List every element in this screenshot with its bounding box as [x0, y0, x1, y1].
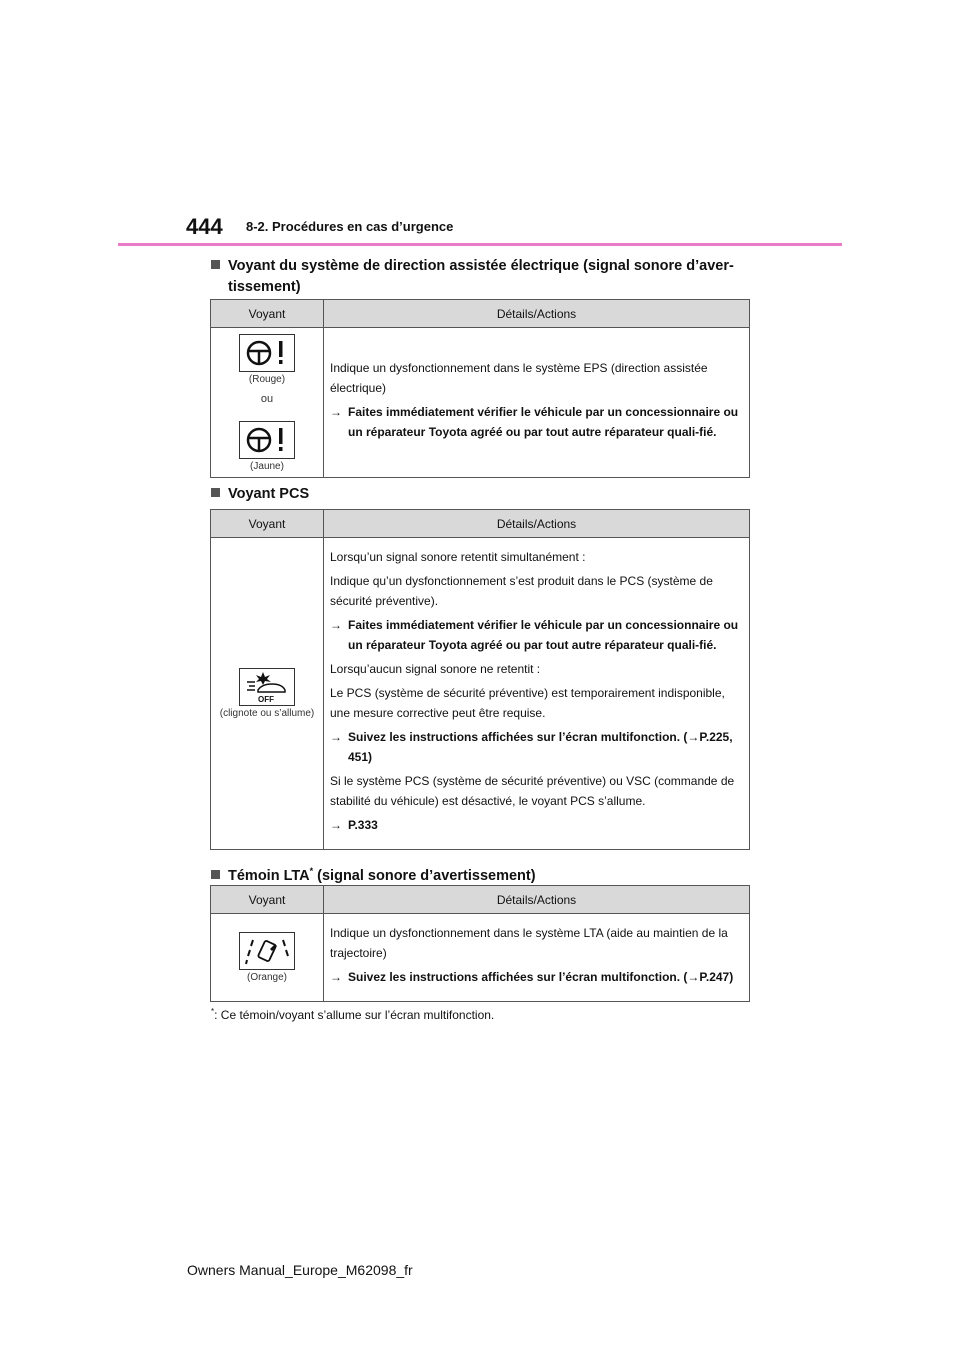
lta-heading: Témoin LTA* (signal sonore d’avertissement) [211, 861, 751, 887]
pcs-heading: Voyant PCS [211, 484, 751, 505]
details-cell [324, 914, 750, 1002]
details-cell [324, 538, 750, 850]
footnote: *: Ce témoin/voyant s’allume sur l’écran multifonction. [211, 1007, 495, 1022]
description-text: Indique qu’un dysfonctionnement s’est produit dans le PCS (système de sécurité préventive). [330, 573, 713, 608]
section-title: 8-2. Procédures en cas d’urgence [246, 219, 454, 234]
caption-orange: (Orange) [246, 972, 287, 983]
pcs-table [210, 509, 750, 850]
warning-light-cell [211, 538, 324, 850]
warning-light-cell [211, 328, 324, 478]
action-item: → Suivez les instructions affichées sur l’écran multifonction. (→P.247) [330, 967, 743, 987]
pcs-warning-icon [239, 668, 295, 706]
or-label: ou [260, 392, 274, 405]
details-cell [324, 328, 750, 478]
column-header-details: Détails/Actions [324, 300, 750, 328]
steering-warning-yellow-icon [239, 421, 295, 459]
action-item: → P.333 [330, 815, 743, 835]
condition-text: Lorsqu’aucun signal sonore ne retentit : [330, 661, 541, 676]
steering-warning-red-icon [239, 334, 295, 372]
column-header-details: Détails/Actions [324, 510, 750, 538]
square-bullet-icon [211, 488, 220, 497]
description-text: Indique un dysfonctionnement dans le système EPS (direction assistée électrique) [330, 360, 708, 395]
eps-heading: Voyant du système de direction assistée électrique (signal sonore d’aver- tissement) [211, 256, 751, 298]
square-bullet-icon [211, 260, 220, 269]
lta-lane-icon [239, 932, 295, 970]
description-text: Si le système PCS (système de sécurité préventive) ou VSC (commande de stabilité du véhicule) est désactivé, le voyant PCS s’allume. [330, 773, 735, 808]
square-bullet-icon [211, 870, 220, 879]
column-header-details: Détails/Actions [324, 886, 750, 914]
action-item: → Faites immédiatement vérifier le véhicule par un concessionnaire ou un réparateur Toyota agréé ou par tout autre réparateur quali-fié. [330, 615, 743, 655]
arrow-icon: → [330, 969, 342, 984]
caption-red: (Rouge) [248, 373, 286, 385]
caption-blink: (clignote ou s’allume) [219, 708, 315, 719]
svg-text:OFF: OFF [258, 695, 274, 704]
caption-yellow: (Jaune) [250, 460, 284, 472]
page-number: 444 [186, 214, 223, 239]
lta-table [210, 885, 750, 1002]
arrow-icon: → [330, 617, 342, 632]
warning-light-cell [211, 914, 324, 1002]
header-divider [118, 243, 842, 246]
column-header-voyant: Voyant [211, 300, 324, 328]
description-text: Indique un dysfonctionnement dans le système LTA (aide au maintien de la trajectoire) [330, 925, 728, 960]
action-item: → Faites immédiatement vérifier le véhicule par un concessionnaire ou un réparateur Toyota agréé ou par tout autre réparateur quali-fié. [330, 402, 743, 442]
arrow-icon: → [330, 817, 342, 832]
condition-text: Lorsqu’un signal sonore retentit simultanément : [330, 549, 586, 564]
column-header-voyant: Voyant [211, 886, 324, 914]
eps-table [210, 299, 750, 478]
arrow-icon: → [330, 729, 342, 744]
arrow-icon: → [330, 404, 342, 419]
footer-text: Owners Manual_Europe_M62098_fr [187, 1262, 413, 1278]
column-header-voyant: Voyant [211, 510, 324, 538]
action-item: → Suivez les instructions affichées sur l’écran multifonction. (→P.225, 451) [330, 727, 743, 767]
description-text: Le PCS (système de sécurité préventive) est temporairement indisponible, une mesure corrective peut être requise. [330, 685, 725, 720]
